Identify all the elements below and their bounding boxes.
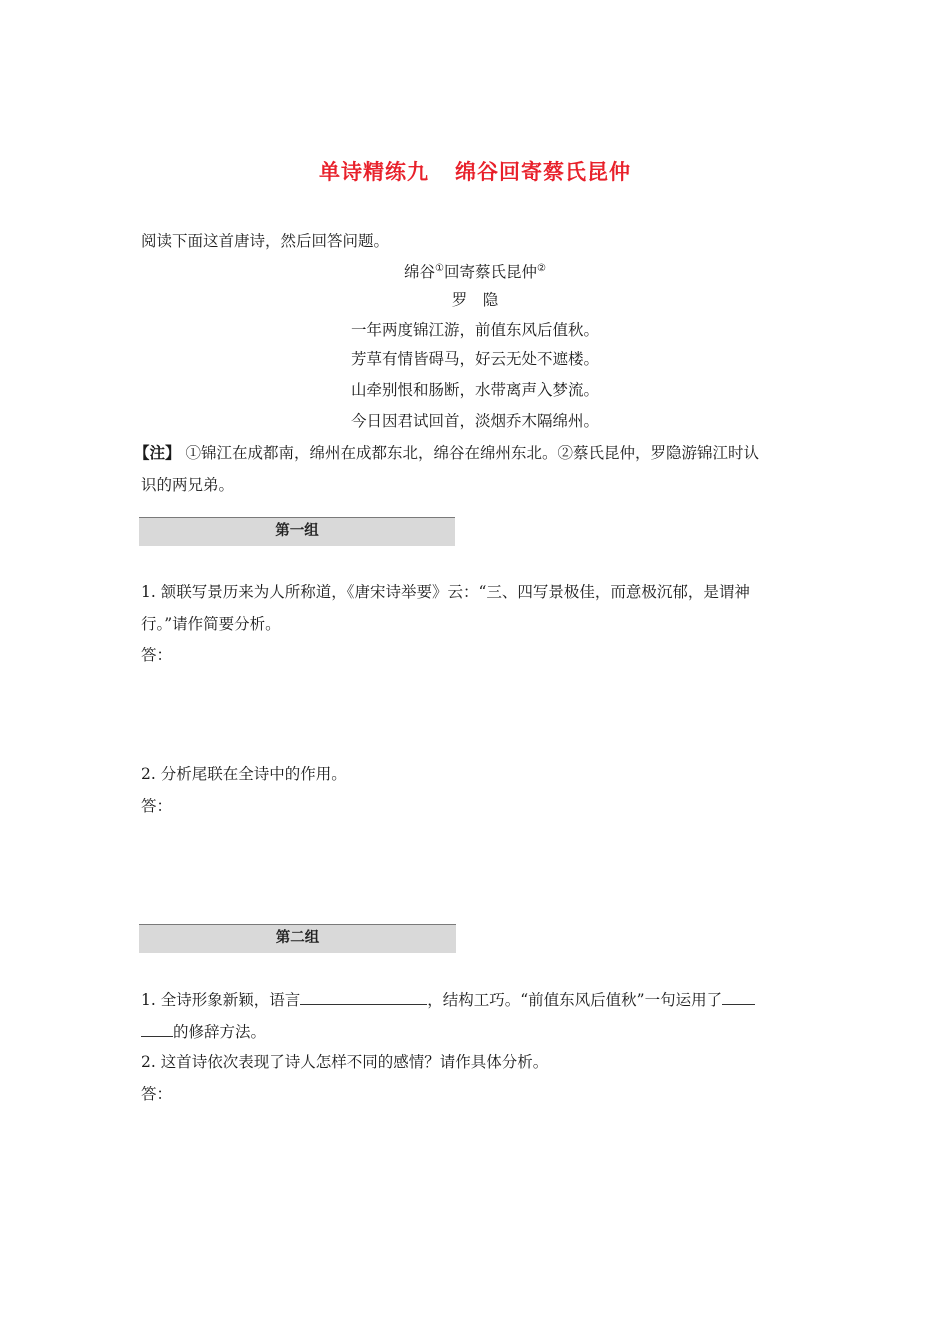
group1-question-1-line-1: 1. 颔联写景历来为人所称道，《唐宋诗举要》云：“三、四写景极佳，而意极沉郁，是谓神 bbox=[141, 583, 750, 601]
group2-question-1-line-1: 1. 全诗形象新颖，语言 ，结构工巧。“前值东风后值秋”一句运用了 bbox=[141, 989, 755, 1010]
answer-label: 答： bbox=[141, 797, 173, 815]
answer-label: 答： bbox=[141, 646, 173, 664]
group2-question-2: 2. 这首诗依次表现了诗人怎样不同的感情？请作具体分析。 bbox=[141, 1053, 549, 1071]
group2-question-1-line-2: 的修辞方法。 bbox=[141, 1021, 266, 1042]
poem-author: 罗 隐 bbox=[451, 291, 499, 309]
fill-blank[interactable] bbox=[722, 989, 755, 1005]
title-series: 单诗精练九 bbox=[319, 160, 429, 184]
poem-line: 山牵别恨和肠断，水带离声入梦流。 bbox=[350, 381, 599, 399]
footnote-mark-2: ② bbox=[537, 263, 546, 274]
poem-line: 今日因君试回首，淡烟乔木隔绵州。 bbox=[350, 412, 599, 430]
note-line-2: 识的两兄弟。 bbox=[141, 476, 235, 494]
footnote-mark-1: ① bbox=[435, 263, 444, 274]
fill-blank[interactable] bbox=[300, 989, 427, 1005]
title-poem: 绵谷回寄蔡氏昆仲 bbox=[455, 160, 631, 184]
group1-question-2: 2. 分析尾联在全诗中的作用。 bbox=[141, 765, 347, 783]
answer-label: 答： bbox=[141, 1085, 173, 1103]
poem-line: 一年两度锦江游，前值东风后值秋。 bbox=[350, 321, 599, 339]
note-line-1: 【注】 ①锦江在成都南，绵州在成都东北，绵谷在绵州东北。②蔡氏昆仲，罗隐游锦江时认 bbox=[134, 444, 759, 462]
group-1-header: 第一组 bbox=[139, 517, 455, 546]
poem-title: 绵谷①回寄蔡氏昆仲② bbox=[404, 263, 546, 281]
group1-question-1-line-2: 行。”请作简要分析。 bbox=[141, 615, 281, 633]
instruction-text: 阅读下面这首唐诗，然后回答问题。 bbox=[141, 232, 390, 250]
page-title bbox=[0, 156, 950, 186]
fill-blank[interactable] bbox=[141, 1021, 173, 1037]
group-2-header: 第二组 bbox=[139, 924, 456, 953]
poem-line: 芳草有情皆碍马，好云无处不遮楼。 bbox=[350, 350, 599, 368]
note-tag: 【注】 bbox=[134, 444, 181, 462]
